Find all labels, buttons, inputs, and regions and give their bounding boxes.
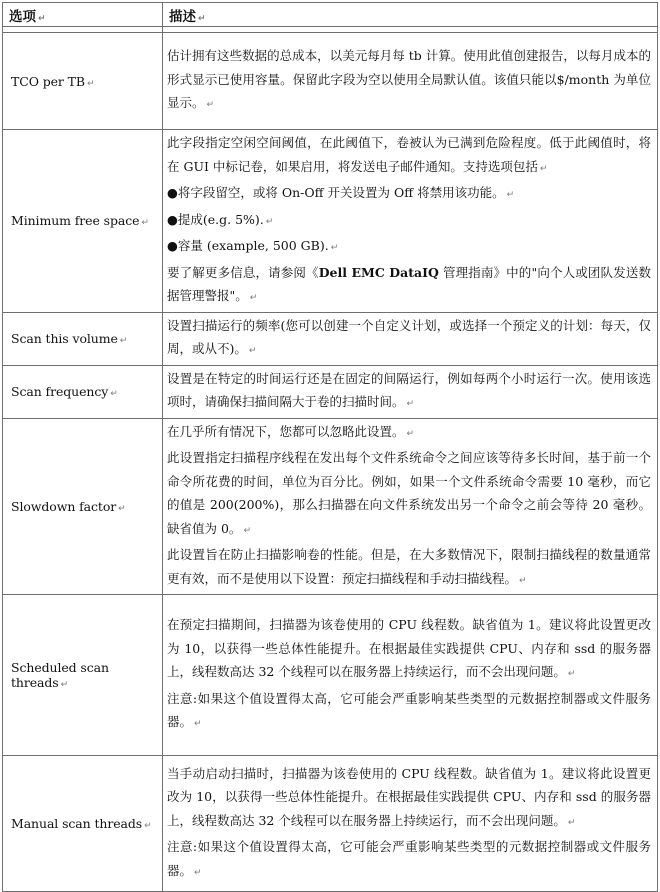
paragraph-mark: ↵	[406, 428, 415, 439]
option-label: Minimum free space	[11, 213, 140, 229]
paragraph-mark: ↵	[144, 821, 152, 831]
paragraph-text: 要了解更多信息，请参阅《Dell EMC DataIQ 管理指南》中的"向个人或团队发送数据管理警报"。	[167, 264, 651, 303]
paragraph-mark: ↵	[119, 336, 128, 346]
description-paragraph	[167, 446, 651, 543]
paragraph-text: 此设置指定扫描程序线程在发出每个文件系统命令之间应该等待多长时间，基于前一个命令所花费的时间，单位为百分比。例如，如果一个文件系统命令需要 10 毫秒，而它的值是 200(200%)，那么扫描器在向文件系统发出另一个命令之前会等待 20 毫秒。缺省值为 0。	[167, 450, 651, 536]
option-label: Scheduled scan threads	[11, 660, 109, 690]
paragraph-mark: ↵	[406, 399, 415, 409]
options-table	[2, 2, 658, 892]
description-cell	[163, 418, 658, 595]
paragraph-mark: ↵	[206, 100, 215, 111]
description-cell	[163, 756, 658, 892]
paragraph-mark: ↵	[539, 163, 548, 174]
description-cell	[163, 130, 658, 313]
option-cell	[3, 130, 163, 313]
option-cell	[3, 756, 163, 892]
description-cell	[163, 312, 658, 365]
paragraph-mark: ↵	[265, 216, 274, 227]
description-paragraph	[167, 367, 651, 417]
paragraph-text: 在几乎所有情况下，您都可以忽略此设置。	[167, 423, 405, 439]
paragraph-mark: ↵	[248, 346, 257, 356]
paragraph-mark: ↵	[110, 389, 118, 399]
paragraph-text: 注意:如果这个值设置得太高，它可能会严重影响某些类型的元数据控制器或文件服务器。	[167, 839, 651, 878]
description-paragraph	[167, 420, 651, 447]
table-row	[3, 756, 658, 892]
paragraph-mark: ↵	[519, 575, 527, 586]
paragraph-text: 设置扫描运行的频率(您可以创建一个自定义计划，或选择一个预定义的计划：每天，仅周，或从不)。	[167, 317, 651, 356]
option-label: Slowdown factor	[11, 498, 117, 514]
description-paragraph	[167, 543, 651, 593]
table-row	[3, 312, 658, 365]
option-label: TCO per TB	[11, 73, 85, 89]
table-row	[3, 365, 658, 418]
description-cell	[163, 33, 658, 130]
table-row	[3, 418, 658, 595]
description-paragraph	[167, 687, 651, 737]
description-paragraph	[167, 181, 651, 208]
option-cell	[3, 33, 163, 130]
paragraph-mark: ↵	[249, 293, 258, 303]
paragraph-text: 设置是在特定的时间运行还是在固定的间隔运行，例如每两个小时运行一次。使用该选项时，请确保扫描间隔大于卷的扫描时间。	[167, 370, 651, 409]
paragraph-mark: ↵	[141, 218, 149, 229]
paragraph-text: ●提成(e.g. 5%).	[167, 211, 264, 227]
description-cell	[163, 365, 658, 418]
description-paragraph	[167, 613, 651, 687]
description-cell	[163, 595, 658, 756]
paragraph-mark: ↵	[330, 243, 339, 253]
description-paragraph	[167, 762, 651, 836]
paragraph-mark: ↵	[60, 680, 69, 690]
paragraph-text: ●容量 (example, 500 GB).	[167, 238, 329, 253]
paragraph-mark: ↵	[118, 503, 126, 514]
header-row	[3, 3, 658, 27]
option-cell	[3, 312, 163, 365]
option-cell	[3, 418, 163, 595]
description-paragraph	[167, 208, 651, 235]
header-description: 描述 ↵	[163, 3, 658, 27]
option-cell	[3, 365, 163, 418]
description-paragraph	[167, 314, 651, 364]
table-row	[3, 33, 658, 130]
paragraph-text: 估计拥有这些数据的总成本，以美元每月每 tb 计算。使用此值创建报告，以每月成本的形式显示已使用容量。保留此字段为空以使用全局默认值。该值只能以$/month 为单位显示。	[167, 48, 651, 111]
paragraph-text: 当手动启动扫描时，扫描器为该卷使用的 CPU 线程数。缺省值为 1。建议将此设置更改为 10，以获得一些总体性能提升。在根据最佳实践提供 CPU、内存和 ssd 的服务器上，线程数高达 32 个线程可以在服务器上持续运行，而不会出现问题。	[167, 765, 651, 828]
paragraph-mark: ↵	[567, 817, 576, 828]
option-cell	[3, 595, 163, 756]
description-paragraph	[167, 44, 651, 118]
header-option: 选项 ↵	[3, 3, 163, 27]
paragraph-mark: ↵	[243, 525, 251, 536]
paragraph-text: ●将字段留空，或将 On-Off 开关设置为 Off 将禁用该功能。	[167, 185, 505, 200]
paragraph-mark: ↵	[194, 867, 202, 878]
paragraph-mark: ↵	[194, 719, 202, 730]
option-label: Scan frequency	[11, 384, 109, 399]
table-body	[3, 27, 658, 892]
paragraph-text: 在预定扫描期间，扫描器为该卷使用的 CPU 线程数。缺省值为 1。建议将此设置更改为 10，以获得一些总体性能提升。在根据最佳实践提供 CPU、内存和 ssd 的服务器上，线程数高达 32 个线程可以在服务器上持续运行，而不会出现问题。	[167, 617, 651, 680]
paragraph-mark: ↵	[567, 669, 576, 680]
paragraph-text: 此设置旨在防止扫描影响卷的性能。但是，在大多数情况下，限制扫描线程的数量通常更有效，而不是使用以下设置：预定扫描线程和手动扫描线程。	[167, 547, 651, 586]
description-paragraph	[167, 131, 651, 181]
paragraph-text: 注意:如果这个值设置得太高，它可能会严重影响某些类型的元数据控制器或文件服务器。	[167, 690, 651, 730]
description-paragraph	[167, 261, 651, 311]
table-row	[3, 595, 658, 756]
table-row	[3, 130, 658, 313]
description-paragraph	[167, 835, 651, 885]
paragraph-text: 此字段指定空闲空间阈值，在此阈值下，卷被认为已满到危险程度。低于此阈值时，将在 GUI 中标记卷，如果启用，将发送电子邮件通知。支持选项包括	[167, 135, 651, 174]
paragraph-mark: ↵	[506, 190, 515, 200]
option-label: Scan this volume	[11, 331, 118, 346]
description-paragraph	[167, 234, 651, 261]
option-label: Manual scan threads	[11, 816, 143, 831]
paragraph-mark: ↵	[87, 78, 95, 89]
